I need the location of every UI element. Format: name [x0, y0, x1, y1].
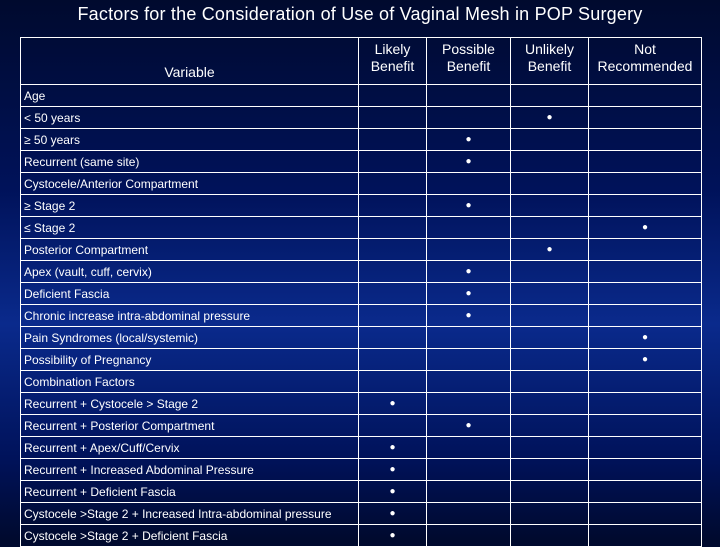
table-row: [21, 349, 702, 371]
row-label: Possibility of Pregnancy: [21, 349, 359, 371]
row-label: Combination Factors: [21, 371, 359, 393]
table-body: [21, 85, 702, 547]
cell-unlikely: [511, 349, 589, 371]
marker-dot-icon: ●: [389, 398, 396, 409]
header-likely-benefit: [359, 38, 427, 85]
cell-possible: [427, 107, 511, 129]
cell-possible: [427, 393, 511, 415]
table-row: [21, 371, 702, 393]
cell-not-recommended: [589, 437, 702, 459]
marker-dot-icon: ●: [389, 442, 396, 453]
row-label: ≥ Stage 2: [21, 195, 359, 217]
cell-likely: [359, 107, 427, 129]
cell-possible: [427, 195, 511, 217]
header-not-line1: Not: [634, 41, 656, 57]
cell-unlikely: [511, 173, 589, 195]
row-label: < 50 years: [21, 107, 359, 129]
cell-not-recommended: [589, 371, 702, 393]
cell-unlikely: [511, 85, 589, 107]
cell-possible: [427, 239, 511, 261]
cell-unlikely: [511, 217, 589, 239]
table-row: [21, 327, 702, 349]
cell-possible: [427, 437, 511, 459]
table-row: [21, 239, 702, 261]
cell-likely: [359, 415, 427, 437]
row-label: ≥ 50 years: [21, 129, 359, 151]
marker-dot-icon: ●: [465, 420, 472, 431]
marker-dot-icon: ●: [546, 244, 553, 255]
row-label: Age: [21, 85, 359, 107]
header-possible-line1: Possible: [442, 41, 495, 57]
cell-likely: [359, 503, 427, 525]
cell-likely: [359, 151, 427, 173]
cell-possible: [427, 151, 511, 173]
row-label: Recurrent + Apex/Cuff/Cervix: [21, 437, 359, 459]
row-label: ≤ Stage 2: [21, 217, 359, 239]
cell-possible: [427, 481, 511, 503]
row-label: Cystocele/Anterior Compartment: [21, 173, 359, 195]
cell-likely: [359, 459, 427, 481]
cell-not-recommended: [589, 151, 702, 173]
row-label: Recurrent + Deficient Fascia: [21, 481, 359, 503]
row-label: Recurrent + Cystocele > Stage 2: [21, 393, 359, 415]
cell-likely: [359, 305, 427, 327]
table-row: [21, 151, 702, 173]
cell-not-recommended: [589, 415, 702, 437]
cell-possible: [427, 371, 511, 393]
table-row: [21, 85, 702, 107]
table-row: [21, 305, 702, 327]
table-row: [21, 195, 702, 217]
cell-possible: [427, 503, 511, 525]
cell-possible: [427, 283, 511, 305]
table-row: [21, 217, 702, 239]
marker-dot-icon: ●: [465, 134, 472, 145]
cell-unlikely: [511, 393, 589, 415]
slide-title: Factors for the Consideration of Use of Vaginal Mesh in POP Surgery: [77, 4, 643, 24]
cell-not-recommended: [589, 107, 702, 129]
table-row: [21, 107, 702, 129]
mesh-factors-table: [20, 37, 702, 547]
header-variable: Variable: [21, 38, 359, 85]
cell-unlikely: [511, 459, 589, 481]
cell-likely: [359, 525, 427, 547]
cell-possible: [427, 85, 511, 107]
marker-dot-icon: ●: [641, 354, 649, 365]
cell-unlikely: [511, 261, 589, 283]
cell-likely: [359, 371, 427, 393]
cell-unlikely: [511, 195, 589, 217]
row-label: Recurrent (same site): [21, 151, 359, 173]
cell-possible: [427, 173, 511, 195]
table-row: [21, 459, 702, 481]
marker-dot-icon: ●: [546, 112, 553, 123]
cell-likely: [359, 261, 427, 283]
cell-not-recommended: [589, 393, 702, 415]
marker-dot-icon: ●: [465, 200, 472, 211]
marker-dot-icon: ●: [465, 310, 472, 321]
cell-not-recommended: [589, 173, 702, 195]
cell-likely: [359, 217, 427, 239]
cell-unlikely: [511, 129, 589, 151]
cell-not-recommended: [589, 481, 702, 503]
cell-likely: [359, 85, 427, 107]
cell-possible: [427, 129, 511, 151]
cell-not-recommended: [589, 327, 702, 349]
cell-likely: [359, 129, 427, 151]
marker-dot-icon: ●: [389, 486, 396, 497]
header-unlikely-line1: Unlikely: [524, 41, 574, 57]
cell-not-recommended: [589, 525, 702, 547]
cell-possible: [427, 525, 511, 547]
cell-unlikely: [511, 415, 589, 437]
cell-unlikely: [511, 371, 589, 393]
cell-unlikely: [511, 327, 589, 349]
table-row: [21, 261, 702, 283]
row-label: Recurrent + Increased Abdominal Pressure: [21, 459, 359, 481]
header-not-recommended: [589, 38, 702, 85]
cell-likely: [359, 393, 427, 415]
marker-dot-icon: ●: [389, 464, 396, 475]
cell-likely: [359, 195, 427, 217]
table-row: [21, 437, 702, 459]
cell-unlikely: [511, 239, 589, 261]
row-label: Cystocele >Stage 2 + Deficient Fascia: [21, 525, 359, 547]
marker-dot-icon: ●: [465, 288, 472, 299]
cell-possible: [427, 217, 511, 239]
marker-dot-icon: ●: [465, 266, 472, 277]
cell-not-recommended: [589, 195, 702, 217]
row-label: Recurrent + Posterior Compartment: [21, 415, 359, 437]
marker-dot-icon: ●: [389, 508, 396, 519]
cell-not-recommended: [589, 217, 702, 239]
cell-likely: [359, 437, 427, 459]
cell-not-recommended: [589, 261, 702, 283]
cell-likely: [359, 349, 427, 371]
cell-unlikely: [511, 525, 589, 547]
cell-possible: [427, 459, 511, 481]
row-label: Chronic increase intra-abdominal pressure: [21, 305, 359, 327]
header-possible-line2: Benefit: [446, 58, 491, 74]
table-row: [21, 503, 702, 525]
cell-unlikely: [511, 481, 589, 503]
header-possible-benefit: [427, 38, 511, 85]
cell-likely: [359, 283, 427, 305]
header-likely-line1: Likely: [374, 41, 411, 57]
table-row: [21, 283, 702, 305]
header-row: [21, 38, 702, 85]
header-unlikely-benefit: [511, 38, 589, 85]
cell-possible: [427, 349, 511, 371]
row-label: Deficient Fascia: [21, 283, 359, 305]
cell-not-recommended: [589, 305, 702, 327]
header-not-line2: Recommended: [597, 58, 693, 74]
cell-possible: [427, 261, 511, 283]
cell-not-recommended: [589, 129, 702, 151]
marker-dot-icon: ●: [465, 156, 472, 167]
cell-possible: [427, 415, 511, 437]
cell-likely: [359, 481, 427, 503]
cell-unlikely: [511, 305, 589, 327]
cell-not-recommended: [589, 349, 702, 371]
cell-likely: [359, 239, 427, 261]
row-label: Apex (vault, cuff, cervix): [21, 261, 359, 283]
header-unlikely-line2: Benefit: [527, 58, 572, 74]
cell-possible: [427, 305, 511, 327]
marker-dot-icon: ●: [641, 222, 649, 233]
header-likely-line2: Benefit: [370, 58, 415, 74]
marker-dot-icon: ●: [641, 332, 649, 343]
table-row: [21, 129, 702, 151]
cell-possible: [427, 327, 511, 349]
marker-dot-icon: ●: [389, 530, 396, 541]
row-label: Pain Syndromes (local/systemic): [21, 327, 359, 349]
cell-not-recommended: [589, 239, 702, 261]
cell-not-recommended: [589, 283, 702, 305]
row-label: Cystocele >Stage 2 + Increased Intra-abdominal pressure: [21, 503, 359, 525]
table-row: [21, 173, 702, 195]
cell-unlikely: [511, 437, 589, 459]
cell-unlikely: [511, 503, 589, 525]
table-row: [21, 525, 702, 547]
cell-unlikely: [511, 283, 589, 305]
table-row: [21, 481, 702, 503]
cell-likely: [359, 327, 427, 349]
cell-unlikely: [511, 151, 589, 173]
cell-likely: [359, 173, 427, 195]
cell-unlikely: [511, 107, 589, 129]
table-row: [21, 393, 702, 415]
row-label: Posterior Compartment: [21, 239, 359, 261]
cell-not-recommended: [589, 503, 702, 525]
table-row: [21, 415, 702, 437]
cell-not-recommended: [589, 459, 702, 481]
cell-not-recommended: [589, 85, 702, 107]
